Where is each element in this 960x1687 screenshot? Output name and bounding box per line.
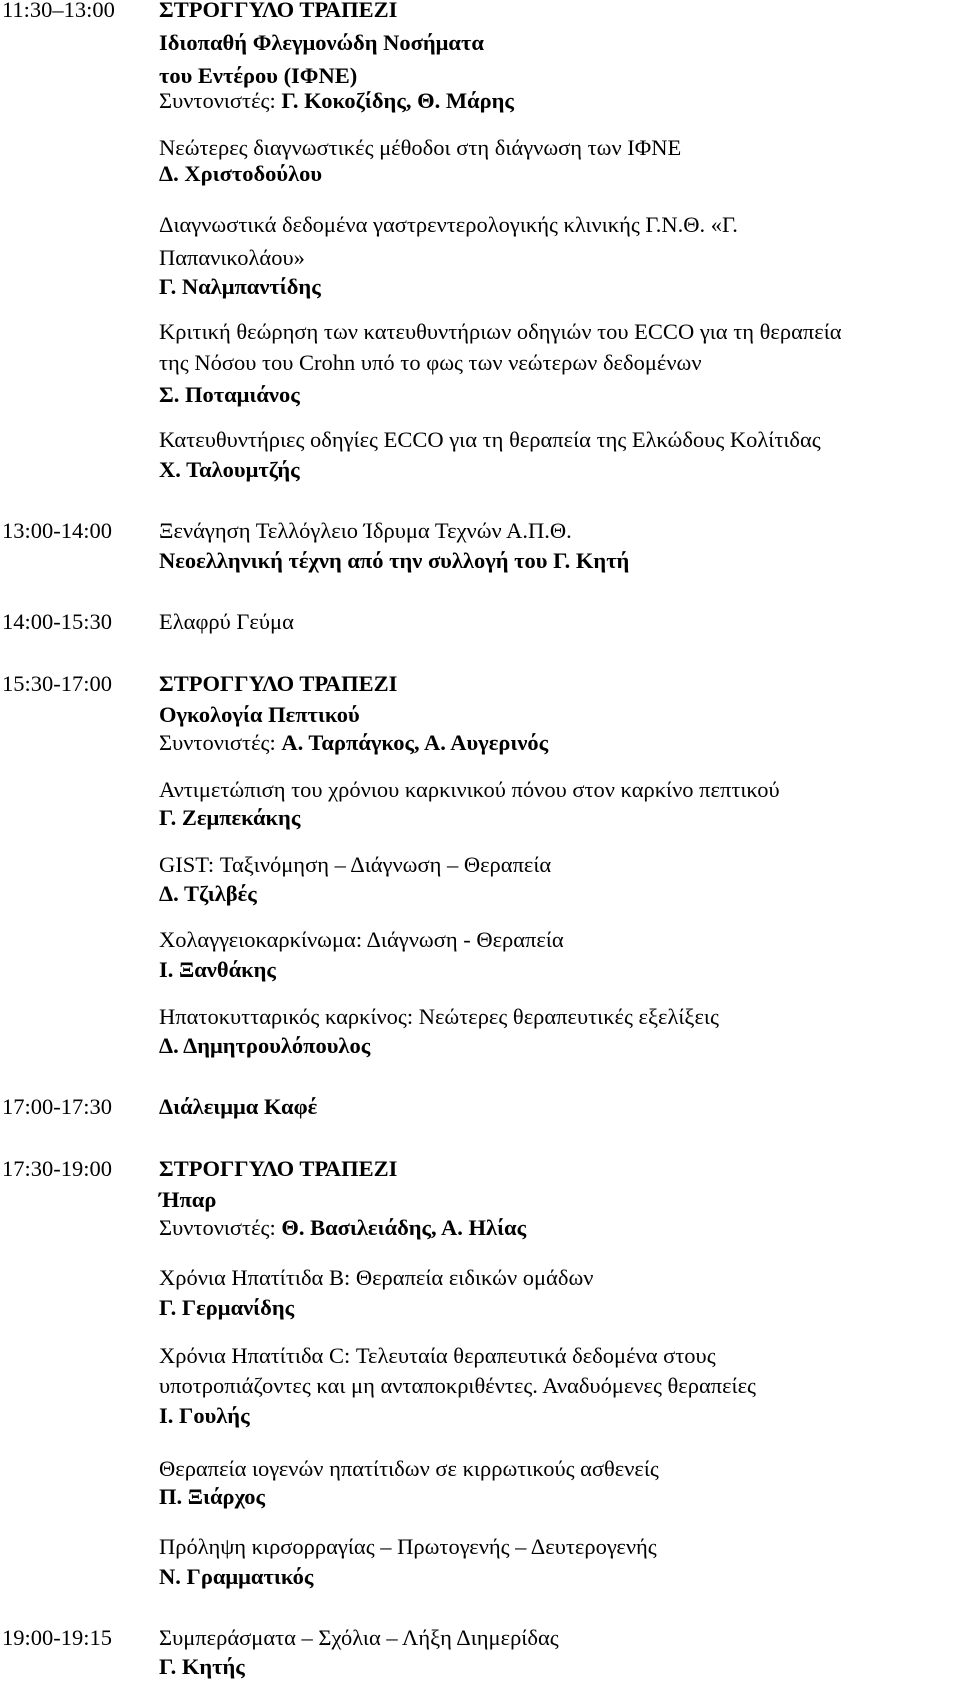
talk-speaker: Δ. Χριστοδούλου [159, 161, 323, 186]
talk-speaker: Ι. Γουλής [159, 1403, 250, 1428]
talk-speaker: Δ. Δημητρουλόπουλος [159, 1033, 371, 1058]
talk-title: GIST: Ταξινόμηση – Διάγνωση – Θεραπεία [159, 852, 552, 877]
talk-title: Ηπατοκυτταρικός καρκίνος: Νεώτερες θεραπευτικές εξελίξεις [159, 1004, 719, 1029]
coordinators-names: Γ. Κοκοζίδης, Θ. Μάρης [281, 88, 514, 113]
session-time: 19:00-19:15 [2, 1625, 112, 1650]
session-subtext: Γ. Κητής [159, 1654, 245, 1679]
session-title: Ιδιοπαθή Φλεγμονώδη Νοσήματα [159, 30, 484, 55]
coordinators-label: Συντονιστές: [159, 88, 276, 113]
session-subtext: Νεοελληνική τέχνη από την συλλογή του Γ. Κητή [159, 548, 630, 573]
session-title: Ήπαρ [159, 1187, 217, 1212]
session-text: Ελαφρύ Γεύμα [159, 609, 294, 634]
coordinators-label: Συντονιστές: [159, 730, 276, 755]
talk-speaker: Π. Ξιάρχος [159, 1484, 266, 1509]
session-time: 17:30-19:00 [2, 1156, 112, 1181]
session-text: Διάλειμμα Καφέ [159, 1094, 318, 1119]
talk-title: Πρόληψη κιρσορραγίας – Πρωτογενής – Δευτερογενής [159, 1534, 657, 1559]
talk-title: Χρόνια Ηπατίτιδα Β: Θεραπεία ειδικών ομάδων [159, 1265, 594, 1290]
session-title: Ογκολογία Πεπτικού [159, 702, 360, 727]
talk-title: Θεραπεία ιογενών ηπατίτιδων σε κιρρωτικούς ασθενείς [159, 1456, 659, 1481]
coordinators [159, 1211, 526, 1244]
coordinators [159, 84, 514, 117]
talk-title: υποτροπιάζοντες και μη ανταποκριθέντες. Αναδυόμενες θεραπείες [159, 1373, 756, 1398]
session-time: 14:00-15:30 [2, 609, 112, 634]
session-text: Ξενάγηση Τελλόγλειο Ίδρυμα Τεχνών Α.Π.Θ. [159, 518, 572, 543]
talk-title: Παπανικολάου» [159, 245, 305, 270]
session-time: 11:30–13:00 [2, 0, 115, 22]
coordinators-names: Α. Ταρπάγκος, Α. Αυγερινός [281, 730, 549, 755]
talk-title: Αντιμετώπιση του χρόνιου καρκινικού πόνου στον καρκίνο πεπτικού [159, 777, 780, 802]
talk-speaker: Σ. Ποταμιάνος [159, 382, 300, 407]
session-text: Συμπεράσματα – Σχόλια – Λήξη Διημερίδας [159, 1625, 559, 1650]
talk-speaker: Γ. Ζεμπεκάκης [159, 805, 301, 830]
talk-title: Κριτική θεώρηση των κατευθυντήριων οδηγιών του ECCO για τη θεραπεία [159, 319, 842, 344]
talk-speaker: Χ. Ταλουμτζής [159, 457, 300, 482]
session-title: του Εντέρου (ΙΦΝΕ) [159, 63, 358, 88]
session-time: 15:30-17:00 [2, 671, 112, 696]
talk-speaker: Δ. Τζιλβές [159, 881, 257, 906]
session-time: 13:00-14:00 [2, 518, 112, 543]
session-type: ΣΤΡΟΓΓΥΛΟ ΤΡΑΠΕΖΙ [159, 1156, 398, 1181]
talk-title: Νεώτερες διαγνωστικές μέθοδοι στη διάγνωση των ΙΦΝΕ [159, 135, 682, 160]
coordinators-label: Συντονιστές: [159, 1215, 276, 1240]
session-type: ΣΤΡΟΓΓΥΛΟ ΤΡΑΠΕΖΙ [159, 671, 398, 696]
talk-title: Χολαγγειοκαρκίνωμα: Διάγνωση - Θεραπεία [159, 927, 564, 952]
talk-title: Χρόνια Ηπατίτιδα C: Τελευταία θεραπευτικά δεδομένα στους [159, 1343, 716, 1368]
session-type: ΣΤΡΟΓΓΥΛΟ ΤΡΑΠΕΖΙ [159, 0, 398, 22]
talk-speaker: Γ. Γερμανίδης [159, 1295, 295, 1320]
talk-speaker: Ι. Ξανθάκης [159, 957, 276, 982]
coordinators [159, 726, 548, 759]
session-time: 17:00-17:30 [2, 1094, 112, 1119]
coordinators-names: Θ. Βασιλειάδης, Α. Ηλίας [281, 1215, 527, 1240]
talk-speaker: Γ. Ναλμπαντίδης [159, 274, 321, 299]
talk-title: Κατευθυντήριες οδηγίες ECCO για τη θεραπεία της Ελκώδους Κολίτιδας [159, 427, 821, 452]
talk-speaker: Ν. Γραμματικός [159, 1564, 314, 1589]
talk-title: της Νόσου του Crohn υπό το φως των νεώτερων δεδομένων [159, 350, 702, 375]
talk-title: Διαγνωστικά δεδομένα γαστρεντερολογικής κλινικής Γ.Ν.Θ. «Γ. [159, 212, 738, 237]
